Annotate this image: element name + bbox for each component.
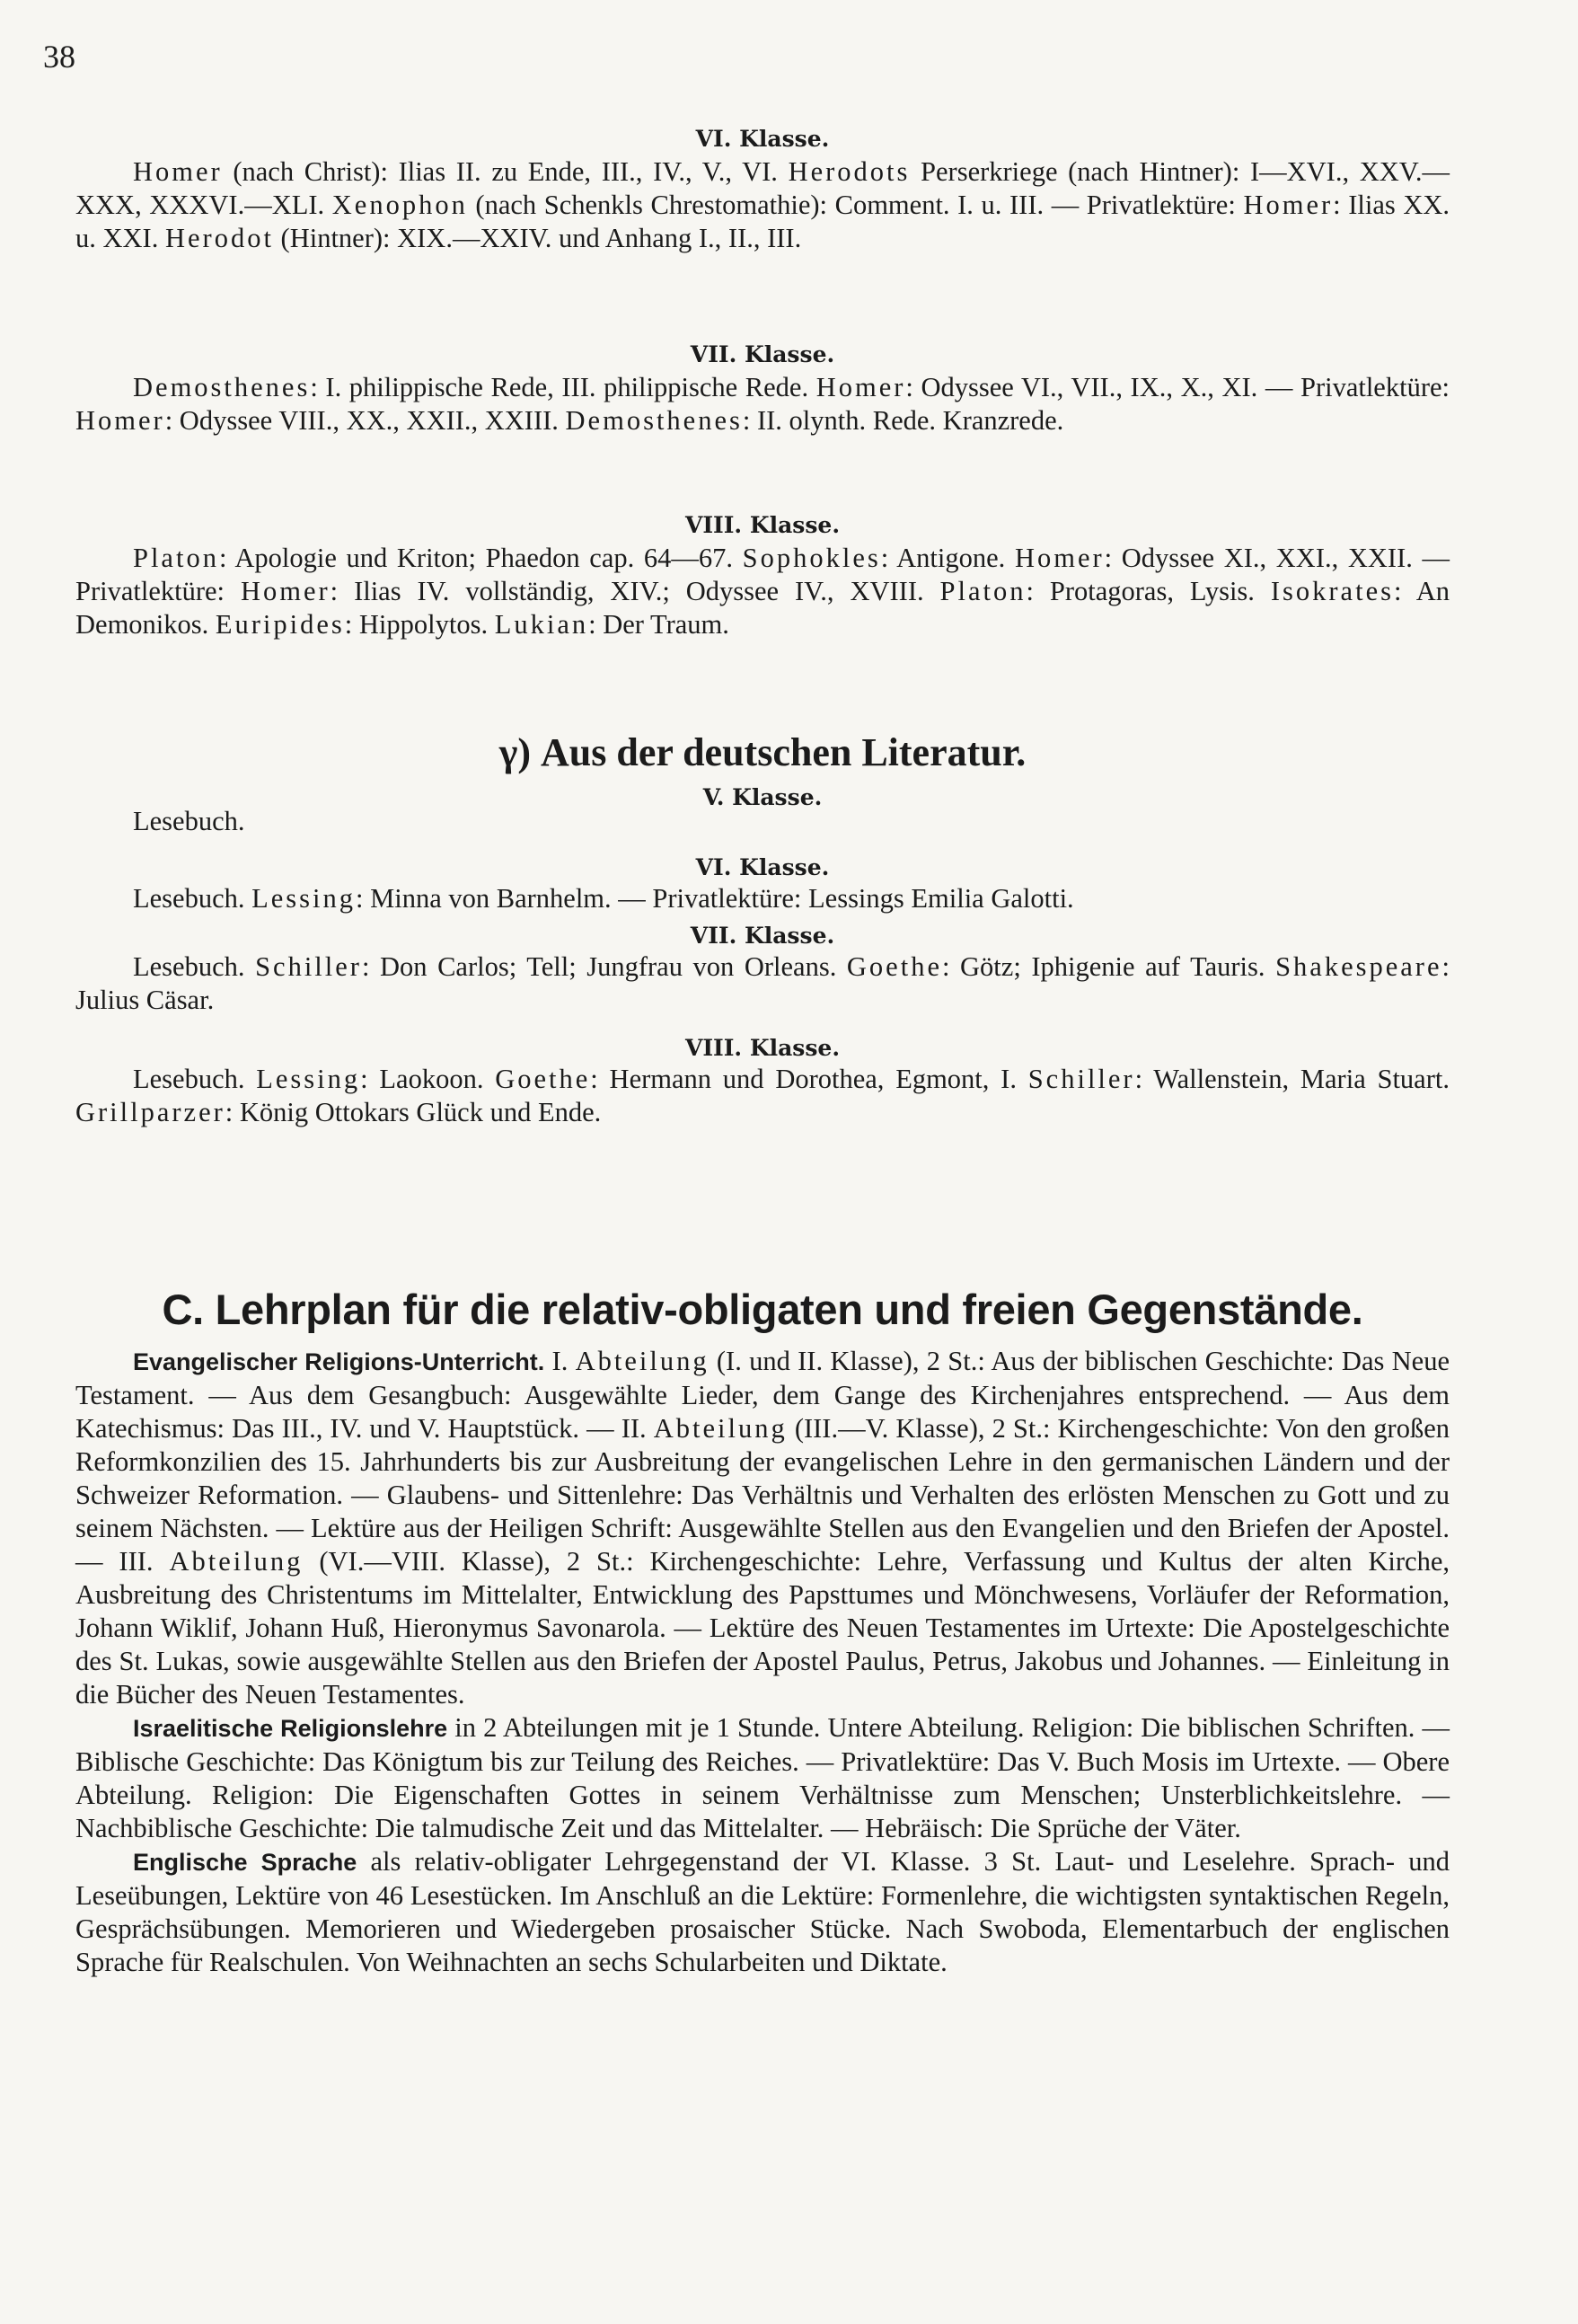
lit-klasse-6-text: Lesebuch. Lessing: Minna von Barnhelm. — Privatlektüre: Lessings Emilia Galotti. — [133, 883, 1074, 914]
lit-klasse-5-text: Lesebuch. — [133, 806, 245, 836]
english-language-paragraph: Englische Sprache als relativ-obligater Lehrgegenstand der VI. Klasse. 3 St. Laut- und Leselehre. Sprach- und Leseübungen, Lektüre von 46 Lesestücken. Im Anschluß an die Lektüre: Formenlehre, die wichtigsten syntaktischen Regeln, Gesprächsübungen. Memorieren und Wiedergeben prosaischer Stücke. Nach Swoboda, Elementarbuch der englischen Sprache für Realschulen. Von Weihnachten an sechs Schularbeiten und Diktate. — [75, 1846, 1450, 1977]
author-name: Homer — [133, 156, 223, 187]
author-name: Homer — [75, 405, 165, 436]
author-name: Sophokles — [742, 543, 881, 573]
lit-klasse-8-text: Lesebuch. Lessing: Laokoon. Goethe: Hermann und Dorothea, Egmont, I. Schiller: Wallenstein, Maria Stuart. Grillparzer: König Ottokars Glück und Ende. — [75, 1064, 1450, 1127]
klasse-6-greek-block — [75, 126, 1450, 255]
klasse-8-heading: VIII. Klasse. — [684, 512, 841, 538]
klasse-6-greek-text: Homer (nach Christ): Ilias II. zu Ende, III., IV., V., VI. Herodots Perserkriege (nach Hintner): I—XVI., XXV.—XXX, XXXVI.—XLI. Xenophon (nach Schenkls Chrestomathie): Comment. I. u. III. — Privatlektüre: Homer: Ilias XX. u. XXI. Herodot (Hintner): XIX.—XXIV. und Anhang I., II., III. — [75, 156, 1450, 253]
author-name: Platon — [133, 543, 219, 573]
section-title-german-literature: γ) Aus der deutschen Literatur. — [498, 730, 1027, 774]
lit-klasse-6-heading: VI. Klasse. — [695, 854, 830, 880]
klasse-7-greek-text: Demosthenes: I. philippische Rede, III. philippische Rede. Homer: Odyssee VI., VII., IX., X., XI. — Privatlektüre: Homer: Odyssee VIII., XX., XXII., XXIII. Demosthenes: II. olynth. Rede. Kranzrede. — [75, 372, 1450, 436]
author-name: Grillparzer — [75, 1097, 225, 1127]
klasse-7-heading: VII. Klasse. — [690, 341, 835, 367]
author-name: Homer — [1014, 543, 1105, 573]
israelite-religion-paragraph: Israelitische Religionslehre in 2 Abteilungen mit je 1 Stunde. Untere Abteilung. Religion: Die biblischen Schriften. — Biblische Geschichte: Das Königtum bis zur Teilung des Reiches. — Privatlektüre: Das V. Buch Mosis im Urtexte. — Obere Abteilung. Religion: Die Eigenschaften Gottes in seinem Verhältnisse zum Menschen; Unsterblichkeitslehre. — Nachbiblische Geschichte: Die talmudische Zeit und das Mittelalter. — Hebräisch: Die Sprüche der Väter. — [75, 1712, 1450, 1843]
klasse-8-greek-text: Platon: Apologie und Kriton; Phaedon cap. 64—67. Sophokles: Antigone. Homer: Odyssee XI., XXI., XXII. — Privatlektüre: Homer: Ilias IV. vollständig, XIV.; Odyssee IV., XVIII. Platon: Protagoras, Lysis. Isokrates: An Demonikos. Euripides: Hippolytos. Lukian: Der Traum. — [75, 543, 1450, 640]
english-language-label: Englische Sprache — [133, 1849, 357, 1876]
author-name: Schiller — [1027, 1064, 1135, 1094]
israelite-religion-label: Israelitische Religionslehre — [133, 1715, 448, 1742]
evangelical-religion-paragraph: Evangelischer Religions-Unterricht. I. Abteilung (I. und II. Klasse), 2 St.: Aus der biblischen Geschichte: Das Neue Testament. — Aus dem Gesangbuch: Ausgewählte Lieder, dem Gange des Kirchenjahres entsprechend. — Aus dem Katechismus: Das III., IV. und V. Hauptstück. — II. Abteilung (III.—V. Klasse), 2 St.: Kirchengeschichte: Von den großen Reformkonzilien des 15. Jahrhunderts bis zur Ausbreitung der evangelischen Lehre in den germanischen Ländern und der Schweizer Reformation. — Glaubens- und Sittenlehre: Das Verhältnis und Verhalten des erlösten Menschen zu Gott und zu seinem Nächsten. — Lektüre aus der Heiligen Schrift: Ausgewählte Stellen aus den Evangelien und den Briefen der Apostel. — III. Abteilung (VI.—VIII. Klasse), 2 St.: Kirchengeschichte: Lehre, Verfassung und Kultus der alten Kirche, Ausbreitung des Christentums im Mittelalter, Entwicklung des Papsttumes und Mönchwesens, Vorläufer der Reformation, Johann Wiklif, Johann Huß, Hieronymus Savonarola. — Lektüre des Neuen Testamentes im Urtexte: Die Apostelgeschichte des St. Lukas, sowie ausgewählte Stellen aus den Briefen der Apostel Paulus, Petrus, Jakobus und Johannes. — Einleitung in die Bücher des Neuen Testamentes. — [75, 1346, 1450, 1710]
author-name: Demosthenes — [133, 372, 311, 402]
author-name: Euripides — [215, 609, 345, 640]
page-number: 38 — [43, 39, 75, 75]
lit-klasse-7-text: Lesebuch. Schiller: Don Carlos; Tell; Jungfrau von Orleans. Goethe: Götz; Iphigenie auf Tauris. Shakespeare: Julius Cäsar. — [75, 951, 1450, 1015]
klasse-8-greek-block — [75, 512, 1450, 641]
author-name: Lessing — [256, 1064, 361, 1094]
author-name: Shakespeare — [1275, 951, 1442, 982]
author-name: Lukian — [494, 609, 589, 640]
section-c-title: C. Lehrplan für die relativ-obligaten und freien Gegenstände. — [162, 1286, 1363, 1333]
author-name: Lessing — [251, 883, 357, 914]
author-name: Platon — [939, 576, 1027, 606]
author-name: Demosthenes — [565, 405, 743, 436]
lit-klasse-7-heading: VII. Klasse. — [690, 923, 835, 949]
author-name: Homer — [240, 576, 331, 606]
evangelical-religion-label: Evangelischer Religions-Unterricht. — [133, 1348, 545, 1375]
author-name: Goethe — [846, 951, 942, 982]
lit-klasse-5-heading: V. Klasse. — [702, 784, 823, 810]
author-name: Homer — [815, 372, 906, 402]
author-name: Isokrates — [1270, 576, 1394, 606]
author-name: Xenophon — [331, 190, 468, 220]
author-name: Herodots — [788, 156, 911, 187]
lit-klasse-8-heading: VIII. Klasse. — [684, 1035, 841, 1061]
author-name: Herodot — [164, 223, 274, 253]
klasse-7-greek-block — [75, 341, 1450, 437]
section-c — [75, 1285, 1450, 1979]
klasse-6-heading: VI. Klasse. — [695, 126, 830, 152]
author-name: Schiller — [255, 951, 362, 982]
author-name: Homer — [1243, 190, 1334, 220]
author-name: Goethe — [495, 1064, 591, 1094]
german-literature-section — [75, 729, 1450, 1129]
